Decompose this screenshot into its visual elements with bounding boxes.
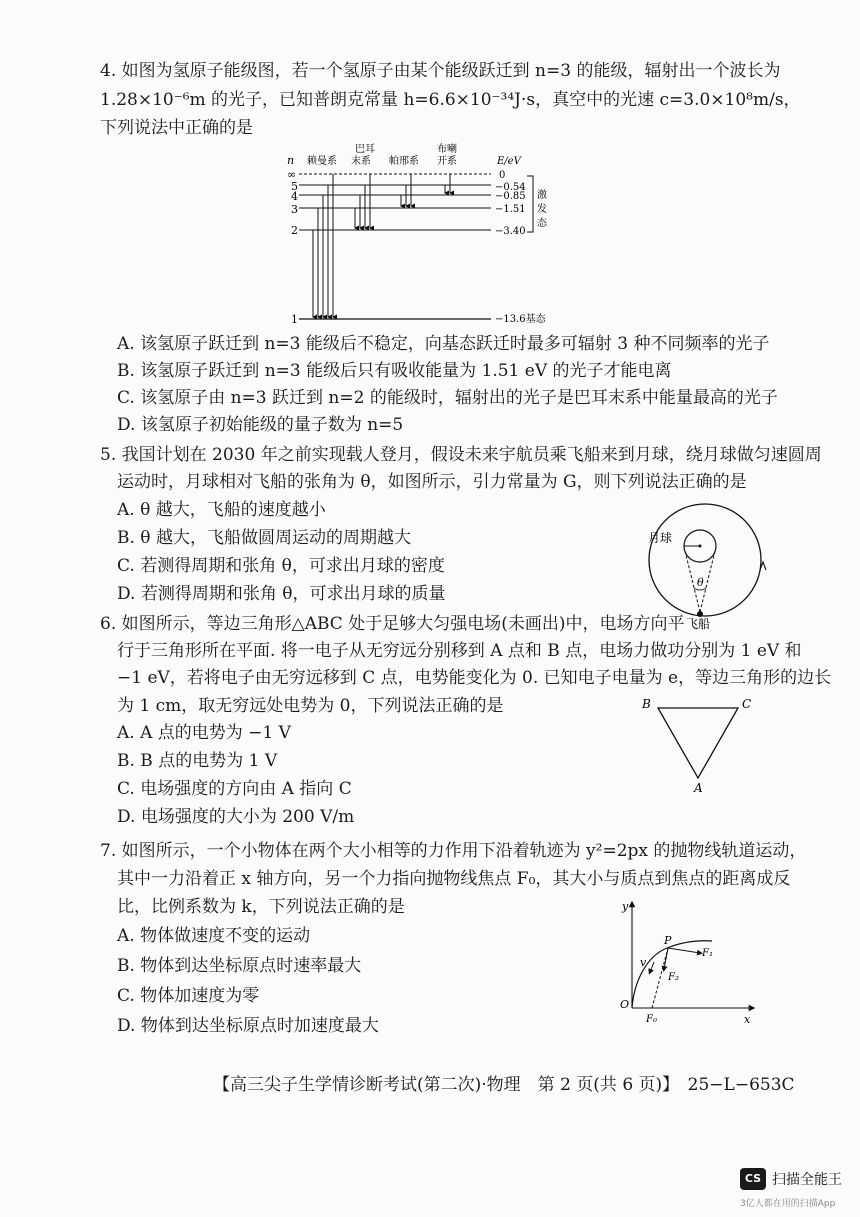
level-2-energy: −3.40 bbox=[495, 226, 526, 237]
q4-option-d: D. 该氢原子初始能级的量子数为 n=5 bbox=[117, 415, 404, 435]
q4-stem-line1: 4. 如图为氢原子能级图，若一个氢原子由某个能级跃迁到 n=3 的能级，辐射出一个波长为 bbox=[100, 61, 781, 81]
page-footer: 【高三尖子生学情诊断考试(第二次)·物理 第 2 页(共 6 页)】 25−L−653C bbox=[213, 1075, 795, 1095]
level-1-n: 1 bbox=[291, 313, 298, 326]
q6-option-b: B. B 点的电势为 1 V bbox=[117, 751, 278, 771]
q5-option-a: A. θ 越大，飞船的速度越小 bbox=[117, 500, 326, 520]
q5-option-b: B. θ 越大，飞船做圆周运动的周期越大 bbox=[117, 528, 411, 548]
spacecraft-label: 飞船 bbox=[686, 617, 711, 630]
q7-option-b: B. 物体到达坐标原点时速率最大 bbox=[117, 956, 362, 976]
q7-option-c: C. 物体加速度为零 bbox=[117, 986, 260, 1006]
level-4-energy: −0.85 bbox=[495, 191, 526, 202]
q4-option-c: C. 该氢原子由 n=3 跃迁到 n=2 的能级时，辐射出的光子是巴耳末系中能量最高的光子 bbox=[117, 388, 778, 408]
x-axis-label: x bbox=[744, 1013, 751, 1026]
q5-option-c: C. 若测得周期和张角 θ，可求出月球的密度 bbox=[117, 556, 445, 576]
q7-stem-line1: 7. 如图所示，一个小物体在两个大小相等的力作用下沿着轨迹为 y²=2px 的抛物线轨道运动， bbox=[100, 841, 807, 861]
series-balmer-label-2: 末系 bbox=[351, 156, 371, 167]
level-3-n: 3 bbox=[291, 203, 298, 216]
camscanner-logo-icon: CS bbox=[740, 1168, 766, 1190]
level-3-energy: −1.51 bbox=[495, 204, 526, 215]
q4-option-a: A. 该氢原子跃迁到 n=3 能级后不稳定，向基态跃迁时最多可辐射 3 种不同频率的光子 bbox=[117, 334, 770, 354]
q6-stem-line3: −1 eV，若将电子由无穷远移到 C 点，电势能变化为 0. 已知电子电量为 e，等边三角形的边长 bbox=[117, 668, 832, 688]
force-f1-label: F₁ bbox=[702, 948, 713, 959]
energy-level-diagram bbox=[285, 140, 575, 330]
point-p-label: P bbox=[664, 934, 672, 947]
excited-state-label-2: 发 bbox=[537, 204, 547, 215]
q7-option-d: D. 物体到达坐标原点时加速度最大 bbox=[117, 1016, 379, 1036]
q7-stem-line2: 其中一力沿着正 x 轴方向，另一个力指向抛物线焦点 F₀，其大小与质点到焦点的距离成反 bbox=[117, 869, 791, 889]
q7-stem-line3: 比，比例系数为 k，下列说法正确的是 bbox=[117, 897, 405, 917]
q7-option-a: A. 物体做速度不变的运动 bbox=[117, 926, 311, 946]
excited-state-label-3: 态 bbox=[537, 218, 547, 229]
series-lyman-label: 赖曼系 bbox=[307, 156, 337, 167]
brand-tagline: 3亿人都在用的扫描App bbox=[740, 1199, 836, 1209]
angle-theta-label: θ bbox=[697, 576, 704, 589]
series-balmer-label-1: 巴耳 bbox=[355, 144, 375, 155]
series-brackett-label-2: 开系 bbox=[437, 156, 457, 167]
q6-option-a: A. A 点的电势为 −1 V bbox=[117, 723, 291, 743]
q5-option-d: D. 若测得周期和张角 θ，可求出月球的质量 bbox=[117, 584, 446, 604]
level-1-energy: −13.6基态 bbox=[495, 314, 546, 325]
excited-state-label-1: 激 bbox=[537, 190, 547, 201]
q5-stem-line1: 5. 我国计划在 2030 年之前实现载人登月，假设未来宇航员乘飞船来到月球，绕月球做匀速圆周 bbox=[100, 445, 822, 465]
level-5-energy: −0.54 bbox=[495, 182, 526, 193]
vertex-a-label: A bbox=[694, 781, 703, 795]
q6-stem-line1: 6. 如图所示，等边三角形△ABC 处于足够大匀强电场(未画出)中，电场方向平 bbox=[100, 614, 685, 634]
level-inf-n: ∞ bbox=[287, 168, 297, 181]
q4-stem-line2: 1.28×10⁻⁶m 的光子，已知普朗克常量 h=6.6×10⁻³⁴J·s，真空中的光速 c=3.0×10⁸m/s， bbox=[100, 90, 801, 110]
origin-label: O bbox=[620, 998, 630, 1011]
vertex-b-label: B bbox=[642, 697, 651, 711]
brand-name: 扫描全能王 bbox=[772, 1172, 842, 1188]
q4-stem-line3: 下列说法中正确的是 bbox=[100, 118, 253, 138]
parabola-figure bbox=[612, 896, 762, 1026]
vertex-c-label: C bbox=[742, 697, 752, 711]
series-paschen-label: 帕邢系 bbox=[389, 156, 419, 167]
q4-option-b: B. 该氢原子跃迁到 n=3 能级后只有吸收能量为 1.51 eV 的光子才能电离 bbox=[117, 361, 672, 381]
q5-stem-line2: 运动时，月球相对飞船的张角为 θ，如图所示，引力常量为 G，则下列说法正确的是 bbox=[117, 472, 747, 492]
level-2-n: 2 bbox=[291, 224, 298, 237]
velocity-label: v bbox=[640, 956, 647, 969]
level-4-n: 4 bbox=[291, 190, 298, 203]
level-5-n: 5 bbox=[291, 180, 298, 193]
y-axis-label: y bbox=[622, 900, 629, 913]
q6-stem-line2: 行于三角形所在平面. 将一电子从无穷远分别移到 A 点和 B 点，电场力做功分别为 1 eV 和 bbox=[117, 641, 802, 661]
force-f2-label: F₂ bbox=[668, 972, 679, 983]
energy-axis-label: E/eV bbox=[497, 156, 521, 167]
n-axis-label: n bbox=[287, 154, 295, 167]
q6-option-c: C. 电场强度的方向由 A 指向 C bbox=[117, 779, 352, 799]
triangle-abc-figure bbox=[640, 690, 760, 800]
moon-label: 月球 bbox=[648, 531, 673, 545]
lunar-orbit-figure bbox=[642, 500, 772, 630]
series-brackett-label-1: 布喇 bbox=[437, 144, 457, 155]
q6-option-d: D. 电场强度的大小为 200 V/m bbox=[117, 807, 355, 827]
level-inf-energy: 0 bbox=[499, 170, 506, 181]
focus-label: F₀ bbox=[646, 1014, 657, 1025]
q6-stem-line4: 为 1 cm，取无穷远处电势为 0，下列说法正确的是 bbox=[117, 696, 504, 716]
